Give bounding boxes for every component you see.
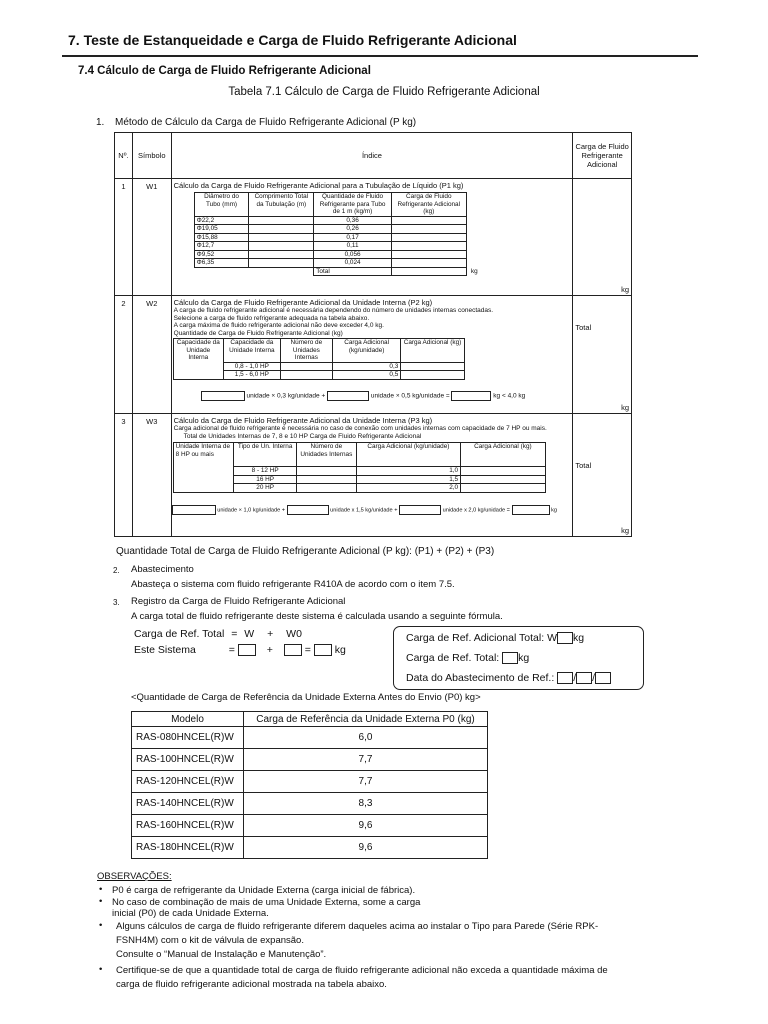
indoor-h-capacity-2: Capacidade da Unidade Interna: [223, 339, 280, 363]
heading-rule: [62, 55, 698, 57]
note-2a: No caso de combinação de mais de uma Unidade Externa, some a carga: [112, 897, 421, 908]
large-unit-table: [173, 442, 546, 493]
formula-plus: +: [267, 628, 274, 640]
note-1: P0 é carga de refrigerante da Unidade Externa (carga inicial de fábrica).: [112, 885, 416, 896]
pipe-h-perm: Quantidade de Fluido Refrigerante para Tubo de 1 m (kg/m): [314, 193, 392, 217]
row-3-kg: kg: [621, 526, 629, 535]
large-h-type: Tipo de Un. Interna: [234, 443, 297, 467]
total-formula-line: Quantidade Total de Carga de Fluido Refrigerante Adicional (P kg): (P1) + (P2) + (P3): [116, 546, 495, 557]
p2-box-2[interactable]: [327, 391, 369, 401]
pipe-charge-input[interactable]: [391, 242, 466, 251]
formula-kg: kg: [334, 644, 346, 656]
formula-box-w[interactable]: [238, 644, 256, 656]
calc-table: [114, 132, 632, 537]
indoor-per-unit: 0,3: [332, 362, 400, 371]
indoor-h-kg: Carga Adicional (kg): [401, 339, 464, 363]
pipe-diameter: Φ15,88: [194, 233, 249, 242]
pipe-charge-input[interactable]: [391, 225, 466, 234]
row-1-kg: kg: [621, 285, 629, 294]
large-count-input[interactable]: [296, 475, 356, 484]
record-a-w: W: [547, 632, 557, 644]
row-2-index: [171, 296, 573, 414]
large-count-input[interactable]: [296, 467, 356, 476]
record-date-year[interactable]: [595, 672, 611, 684]
pipe-h-length: Comprimento Total da Tubulação (m): [249, 193, 314, 217]
formula-label-2: Este Sistema: [134, 644, 196, 656]
formula-box-w0[interactable]: [284, 644, 302, 656]
large-count-input[interactable]: [296, 484, 356, 493]
header-charge: Carga de Fluido Refrigerante Adicional: [573, 133, 632, 179]
large-per-unit: 2,0: [356, 484, 460, 493]
p2-box-1[interactable]: [201, 391, 245, 401]
note-3a: Alguns cálculos de carga de fluido refrigerante diferem daqueles acima ao instalar o Tipo para Parede (Série RPK-: [116, 921, 599, 932]
row-1-no: 1: [115, 179, 133, 296]
p0-value: 6,0: [244, 727, 488, 749]
p0-value: 9,6: [244, 837, 488, 859]
large-kg-input[interactable]: [461, 467, 546, 476]
record-c-label: Data do Abastecimento de Ref.:: [406, 672, 555, 684]
indoor-h-number: Número de Unidades Internas: [280, 339, 332, 363]
p0-table: [131, 711, 488, 859]
pipe-perm: 0,36: [314, 216, 392, 225]
record-a-box[interactable]: [557, 632, 573, 644]
record-date-day[interactable]: [557, 672, 573, 684]
pipe-length-input[interactable]: [249, 250, 314, 259]
formula-eq-2: =: [228, 644, 235, 656]
p0-title: <Quantidade de Carga de Referência da Unidade Externa Antes do Envio (P0) kg>: [131, 692, 481, 703]
p2-formula-2: unidade × 0,5 kg/unidade =: [370, 392, 450, 400]
row-3-total: Total: [575, 461, 592, 470]
row-2-note-4: Quantidade de Carga de Fluido Refrigerante Adicional (kg): [173, 329, 343, 337]
record-b-box[interactable]: [502, 652, 518, 664]
record-sep-1: /: [573, 672, 577, 684]
row-3-title: Cálculo da Carga de Fluido Refrigerante Adicional da Unidade Interna (P3 kg): [173, 416, 433, 425]
p0-model: RAS-080HNCEL(R)W: [132, 727, 244, 749]
note-4b: carga de fluido refrigerante adicional mostrada na tabela abaixo.: [116, 979, 387, 990]
table-caption: Tabela 7.1 Cálculo de Carga de Fluido Refrigerante Adicional: [228, 86, 540, 98]
pipe-total-input[interactable]: [391, 267, 478, 276]
large-kg-input[interactable]: [461, 475, 546, 484]
row-3-note-2: Total de Unidades Internas de 7, 8 e 10 HP Carga de Fluido Refrigerante Adicional: [183, 432, 422, 440]
pipe-diameter: Φ12,7: [194, 242, 249, 251]
p0-value: 7,7: [244, 749, 488, 771]
item-3-number: 3.: [113, 598, 120, 607]
note-4a: Certifique-se de que a quantidade total de carga de fluido refrigerante adicional não exceda a quantidade máxima de: [116, 965, 608, 976]
large-h-kg: Carga Adicional (kg): [461, 443, 546, 467]
pipe-length-input[interactable]: [249, 225, 314, 234]
formula-line-2: [134, 644, 346, 656]
formula-w0: W0: [286, 628, 302, 640]
row-1-index: [171, 179, 573, 296]
record-box: [393, 626, 644, 690]
formula-w: W: [244, 628, 255, 640]
item-1-title: Método de Cálculo da Carga de Fluido Refrigerante Adicional (P kg): [115, 117, 417, 128]
bullet: •: [99, 920, 103, 931]
p0-h-ref: Carga de Referência da Unidade Externa P0 (kg): [244, 712, 488, 727]
item-2-number: 2.: [113, 566, 120, 575]
row-1-title: Cálculo da Carga de Fluido Refrigerante Adicional para a Tubulação de Líquido (P1 kg): [173, 181, 464, 190]
pipe-perm: 0,17: [314, 233, 392, 242]
row-3-symbol: W3: [132, 414, 171, 537]
row-1-symbol: W1: [132, 179, 171, 296]
p2-box-3[interactable]: [451, 391, 491, 401]
p0-model: RAS-100HNCEL(R)W: [132, 749, 244, 771]
indoor-h-capacity: Capacidade da Unidade Interna: [173, 339, 223, 380]
pipe-perm: 0,26: [314, 225, 392, 234]
row-2-title: Cálculo da Carga de Fluido Refrigerante Adicional da Unidade Interna (P2 kg): [173, 298, 433, 307]
indoor-count-input[interactable]: [280, 371, 332, 380]
pipe-diameter: Φ9,52: [194, 250, 249, 259]
p0-value: 8,3: [244, 793, 488, 815]
p0-model: RAS-160HNCEL(R)W: [132, 815, 244, 837]
large-h-per-unit: Carga Adicional (kg/unidade): [356, 443, 460, 467]
row-2-kg: kg: [621, 403, 629, 412]
large-type: 8 - 12 HP: [234, 467, 297, 476]
p3-box-2[interactable]: [287, 505, 329, 515]
item-2-text: Abasteça o sistema com fluido refrigerante R410A de acordo com o item 7.5.: [131, 579, 455, 590]
record-date-month[interactable]: [576, 672, 592, 684]
header-symbol: Símbolo: [132, 133, 171, 179]
large-type: 16 HP: [234, 475, 297, 484]
section-heading: 7. Teste de Estanqueidade e Carga de Fluido Refrigerante Adicional: [68, 32, 517, 48]
note-3c: Consulte o “Manual de Instalação e Manutenção”.: [116, 949, 327, 960]
large-per-unit: 1,5: [356, 475, 460, 484]
pipe-charge-input[interactable]: [391, 233, 466, 242]
row-2-formula: [201, 391, 573, 401]
item-3-title: Registro da Carga de Fluido Refrigerante Adicional: [131, 596, 346, 607]
p0-model: RAS-140HNCEL(R)W: [132, 793, 244, 815]
large-kg-input[interactable]: [461, 484, 546, 493]
row-3-no: 3: [115, 414, 133, 537]
pipe-length-input[interactable]: [249, 216, 314, 225]
p2-formula-1: unidade × 0,3 kg/unidade +: [246, 392, 326, 400]
row-2-note-3: A carga máxima de fluido refrigerante adicional não deve exceder 4,0 kg.: [173, 322, 384, 329]
pipe-perm: 0,11: [314, 242, 392, 251]
indoor-range: 1,5 - 6,0 HP: [223, 371, 280, 380]
large-per-unit: 1,0: [356, 467, 460, 476]
row-3-formula: [172, 505, 573, 515]
pipe-diameter: Φ22,2: [194, 216, 249, 225]
bullet: •: [99, 964, 103, 975]
p0-value: 9,6: [244, 815, 488, 837]
p0-model: RAS-180HNCEL(R)W: [132, 837, 244, 859]
formula-box-total[interactable]: [314, 644, 332, 656]
p3-formula-4: kg: [551, 506, 557, 513]
p3-formula-1: unidade × 1,0 kg/unidade +: [217, 506, 286, 513]
formula-label-1: Carga de Ref. Total: [134, 628, 225, 640]
notes-title: OBSERVAÇÕES:: [97, 871, 172, 882]
p3-formula-3: unidade x 2,0 kg/unidade =: [442, 506, 510, 513]
record-line-b: [406, 652, 529, 664]
record-line-a: [406, 632, 584, 644]
p3-box-1[interactable]: [172, 505, 216, 515]
pipe-total-unit: kg: [470, 267, 478, 275]
header-index: Índice: [171, 133, 573, 179]
record-sep-2: /: [592, 672, 596, 684]
row-1-charge[interactable]: [573, 179, 632, 296]
indoor-count-input[interactable]: [280, 362, 332, 371]
record-a-label: Carga de Ref. Adicional Total:: [406, 632, 545, 644]
subsection-heading: 7.4 Cálculo de Carga de Fluido Refrigerante Adicional: [78, 65, 371, 77]
row-2-symbol: W2: [132, 296, 171, 414]
record-line-c: [406, 672, 611, 684]
p3-box-3[interactable]: [399, 505, 441, 515]
pipe-perm: 0,056: [314, 250, 392, 259]
indoor-kg-input[interactable]: [401, 362, 464, 371]
pipe-perm: 0,024: [314, 259, 392, 268]
item-2-title: Abastecimento: [131, 564, 194, 575]
formula-line-1: [134, 628, 302, 640]
row-2-note-1: A carga de fluido refrigerante adicional é necessária dependendo do número de unidades internas conectadas.: [173, 307, 494, 314]
row-3-charge[interactable]: [573, 414, 632, 537]
header-no: Nº.: [115, 133, 133, 179]
p3-formula-2: unidade x 1,5 kg/unidade +: [330, 506, 398, 513]
row-2-charge[interactable]: [573, 296, 632, 414]
formula-eq: =: [231, 628, 238, 640]
p0-model: RAS-120HNCEL(R)W: [132, 771, 244, 793]
pipe-charge-input[interactable]: [391, 250, 466, 259]
large-type: 20 HP: [234, 484, 297, 493]
pipe-length-input[interactable]: [249, 233, 314, 242]
p3-box-4[interactable]: [512, 505, 550, 515]
note-2b: inicial (P0) de cada Unidade Externa.: [112, 908, 269, 919]
bullet: •: [99, 884, 103, 895]
item-3-text: A carga total de fluido refrigerante deste sistema é calculada usando a seguinte fórmula.: [131, 611, 503, 622]
row-2-no: 2: [115, 296, 133, 414]
large-h-number: Número de Unidades Internas: [296, 443, 356, 467]
item-1-number: 1.: [96, 117, 105, 128]
indoor-kg-input[interactable]: [401, 371, 464, 380]
pipe-length-input[interactable]: [249, 259, 314, 268]
p0-value: 7,7: [244, 771, 488, 793]
row-2-total: Total: [575, 323, 592, 332]
record-a-kg: kg: [572, 632, 585, 644]
pipe-diameter: Φ19,05: [194, 225, 249, 234]
formula-eq-3: =: [304, 644, 311, 656]
pipe-charge-input[interactable]: [391, 216, 466, 225]
formula-plus-2: +: [266, 644, 273, 656]
row-2-note-2: Selecione a carga de fluido refrigerante adequada na tabela abaixo.: [173, 314, 370, 322]
pipe-charge-input[interactable]: [391, 259, 466, 268]
pipe-length-input[interactable]: [249, 242, 314, 251]
pipe-diameter: Φ6,35: [194, 259, 249, 268]
row-3-note-1: Carga adicional de fluido refrigerante é necessária no caso de conexão com unidades internas com capacidade de 7 HP ou mais.: [173, 425, 547, 432]
p2-formula-3: kg < 4,0 kg: [493, 392, 526, 400]
pipe-table: [194, 192, 478, 276]
pipe-h-diameter: Diâmetro do Tubo (mm): [194, 193, 249, 217]
record-b-label: Carga de Ref. Total:: [406, 652, 500, 664]
bullet: •: [99, 896, 103, 907]
record-b-kg: kg: [518, 652, 530, 664]
row-3-index: [171, 414, 573, 537]
indoor-h-per-unit: Carga Adicional (kg/unidade): [332, 339, 400, 363]
indoor-range: 0,8 - 1,0 HP: [223, 362, 280, 371]
indoor-table: [173, 338, 465, 380]
note-3b: FSNH4M) com o kit de válvula de expansão.: [116, 935, 304, 946]
pipe-total-label: Total: [314, 267, 392, 276]
indoor-per-unit: 0,5: [332, 371, 400, 380]
p0-h-model: Modelo: [132, 712, 244, 727]
large-h-unit: Unidade Interna de 8 HP ou mais: [173, 443, 234, 493]
pipe-h-charge: Carga de Fluido Refrigerante Adicional (kg): [391, 193, 466, 217]
